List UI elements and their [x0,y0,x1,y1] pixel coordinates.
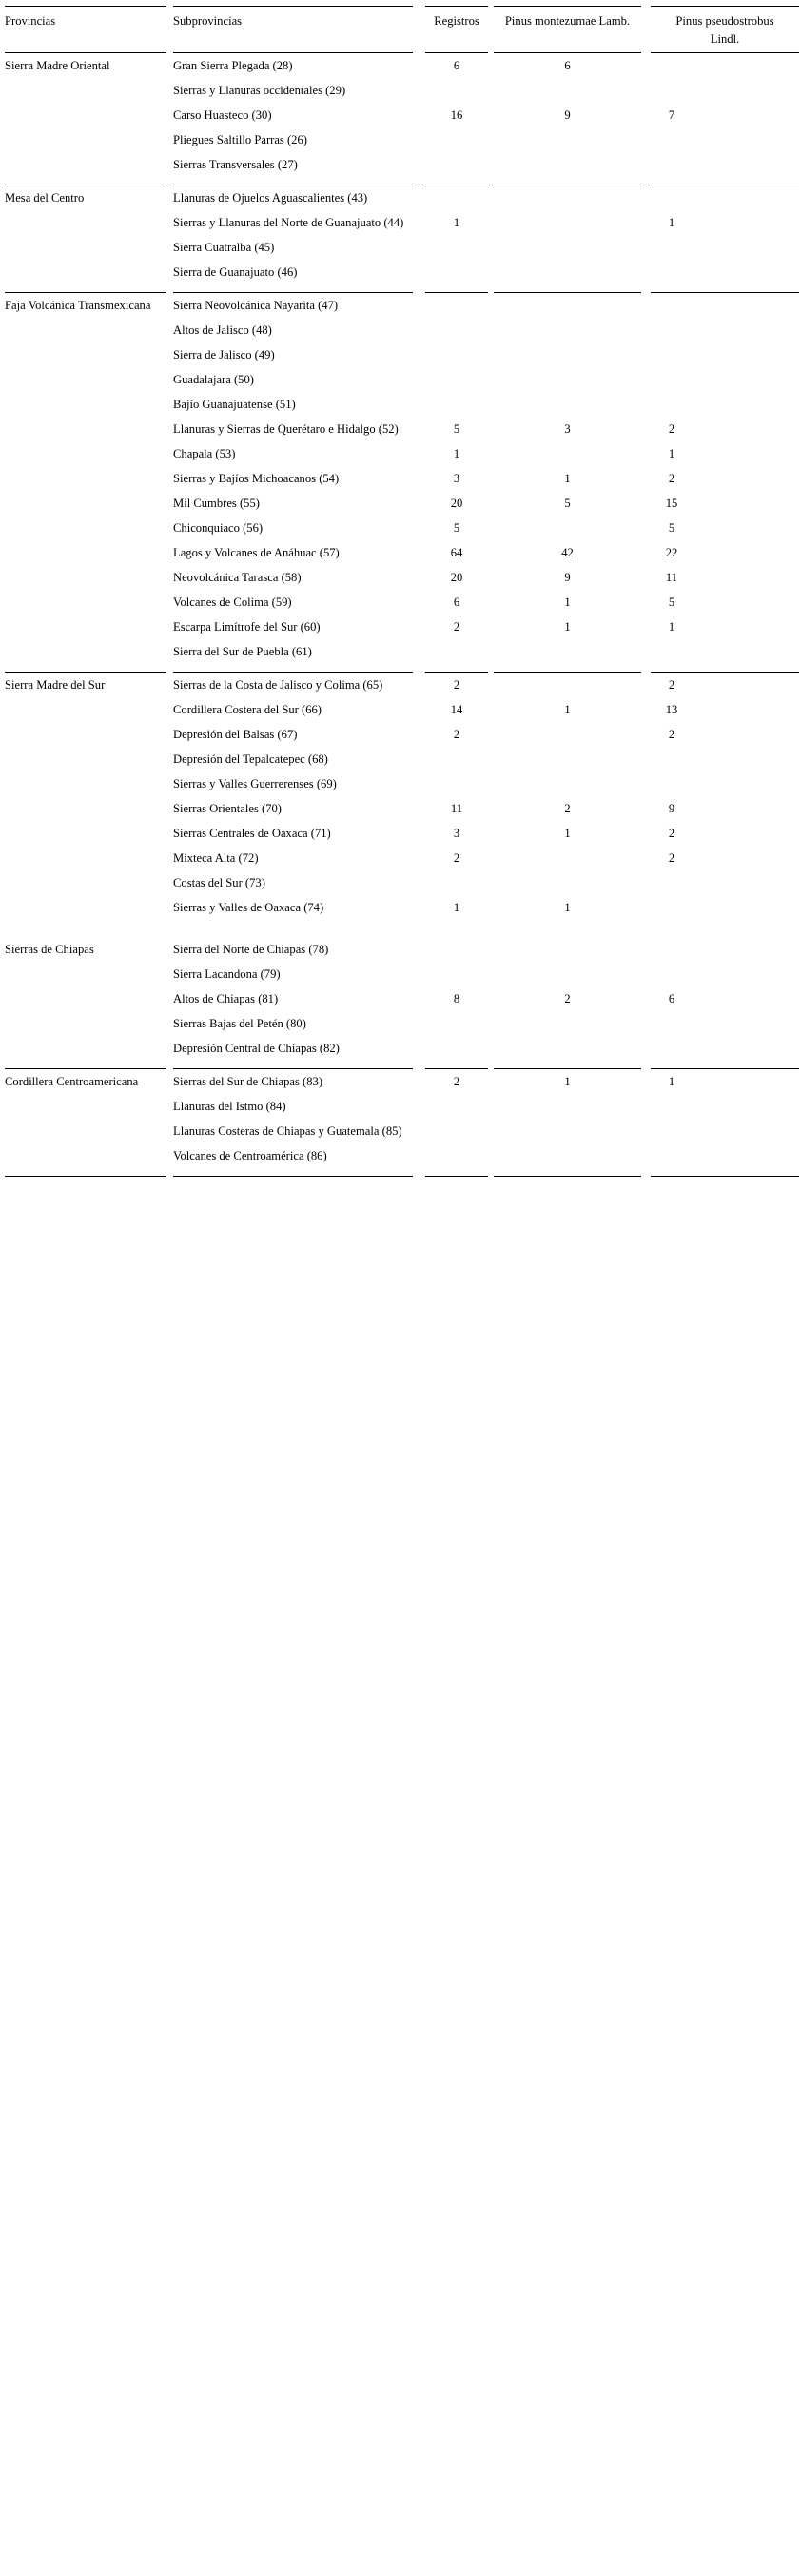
subprovincia-cell: Sierras de la Costa de Jalisco y Colima (65) [173,678,383,693]
pseudostrobus-cell: 2 [668,472,675,486]
table-row [0,987,801,1012]
montezumae-cell: 2 [564,802,571,816]
rule-segment [651,1176,799,1178]
table-row [0,343,801,368]
registros-cell: 8 [453,992,460,1006]
registros-cell: 1 [453,447,460,461]
rule-segment [173,292,413,294]
subprovincia-cell: Llanuras Costeras de Chiapas y Guatemala (85) [173,1124,402,1139]
table-row [0,566,801,591]
pseudostrobus-cell: 11 [665,571,678,585]
table-header-row [0,8,801,52]
column-header-pinus-pseudostrobus: Pinus pseudostrobus Lindl. [675,14,774,46]
registros-cell: 11 [450,802,463,816]
registros-cell: 6 [453,59,460,73]
province-cell: Mesa del Centro [5,191,85,205]
rule-segment [494,292,641,294]
registros-cell: 20 [450,497,463,511]
table-row [0,186,801,211]
column-header-pinus-montezumae: Pinus montezumae Lamb. [504,14,631,28]
rule-segment [494,672,641,673]
subprovincia-cell: Sierras Bajas del Petén (80) [173,1017,306,1031]
subprovincia-cell: Mixteca Alta (72) [173,851,259,866]
subprovincia-cell: Lagos y Volcanes de Anáhuac (57) [173,546,340,560]
rule-segment [425,1068,488,1070]
rule-segment [651,185,799,186]
rule-segment [425,672,488,673]
subprovincia-cell: Llanuras y Sierras de Querétaro e Hidalgo (52) [173,422,399,437]
section-divider-rule [0,292,801,294]
montezumae-cell: 1 [564,827,571,841]
table-row [0,772,801,797]
rule-segment [651,292,799,294]
registros-cell: 16 [450,108,463,123]
subprovincia-cell: Sierras y Valles de Oaxaca (74) [173,901,324,915]
rule-segment [494,185,641,186]
rule-segment [173,185,413,186]
rule-segment [173,6,413,8]
subprovincia-cell: Sierra de Jalisco (49) [173,348,275,362]
subprovincia-cell: Sierra Cuatralba (45) [173,241,275,255]
subprovincia-cell: Altos de Chiapas (81) [173,992,279,1006]
table-row [0,294,801,319]
rule-segment [173,1068,413,1070]
subprovincia-cell: Neovolcánica Tarasca (58) [173,571,302,585]
montezumae-cell: 9 [564,571,571,585]
table-row [0,517,801,541]
rule-segment [5,1176,166,1178]
registros-cell: 14 [450,703,463,717]
registros-cell: 2 [453,1075,460,1089]
section-divider-rule [0,185,801,186]
rule-segment [651,1068,799,1070]
pseudostrobus-cell: 9 [668,802,675,816]
subprovincia-cell: Sierra del Sur de Puebla (61) [173,645,312,659]
table-row [0,896,801,921]
registros-cell: 2 [453,851,460,866]
rule-segment [5,1068,166,1070]
montezumae-cell: 42 [561,546,574,560]
subprovincia-cell: Sierra Neovolcánica Nayarita (47) [173,299,339,313]
column-header-subprovincias: Subprovincias [173,14,243,28]
table-row [0,640,801,665]
rule-segment [5,52,166,54]
subprovincia-cell: Sierras Transversales (27) [173,158,298,172]
pseudostrobus-cell: 15 [665,497,678,511]
table-row [0,128,801,153]
header-bottom-rule [0,52,801,54]
table-row [0,261,801,285]
subprovincia-cell: Mil Cumbres (55) [173,497,260,511]
table-row [0,615,801,640]
table-row [0,797,801,822]
province-cell: Sierra Madre Oriental [5,59,110,73]
montezumae-cell: 3 [564,422,571,437]
subprovincia-cell: Bajío Guanajuatense (51) [173,398,296,412]
montezumae-cell: 1 [564,1075,571,1089]
table-bottom-rule [0,1176,801,1178]
table-row [0,963,801,987]
rule-segment [5,672,166,673]
pseudostrobus-cell: 2 [668,851,675,866]
subprovincia-cell: Sierras y Valles Guerrerenses (69) [173,777,337,791]
table-row [0,847,801,871]
pseudostrobus-cell: 2 [668,728,675,742]
subprovincia-cell: Volcanes de Colima (59) [173,595,292,610]
pseudostrobus-cell: 1 [668,620,675,634]
table-row [0,442,801,467]
rule-segment [425,6,488,8]
rule-segment [425,185,488,186]
registros-cell: 20 [450,571,463,585]
subprovincia-cell: Llanuras del Istmo (84) [173,1100,286,1114]
table-row [0,104,801,128]
subprovincia-cell: Costas del Sur (73) [173,876,265,890]
montezumae-cell: 1 [564,620,571,634]
subprovincia-cell: Depresión del Balsas (67) [173,728,298,742]
table-row [0,1037,801,1062]
table-row [0,938,801,963]
rule-segment [5,185,166,186]
pseudostrobus-cell: 2 [668,422,675,437]
subprovincia-cell: Pliegues Saltillo Parras (26) [173,133,307,147]
rule-segment [5,6,166,8]
subprovincia-cell: Sierras y Bajíos Michoacanos (54) [173,472,340,486]
pseudostrobus-cell: 5 [668,595,675,610]
table-row [0,393,801,418]
registros-cell: 1 [453,901,460,915]
registros-cell: 5 [453,521,460,536]
montezumae-cell: 6 [564,59,571,73]
subprovincia-cell: Sierras Orientales (70) [173,802,283,816]
rule-segment [651,6,799,8]
rule-segment [425,292,488,294]
registros-cell: 64 [450,546,463,560]
subprovincia-cell: Sierras y Llanuras occidentales (29) [173,84,346,98]
table-section [0,294,801,672]
pseudostrobus-cell: 1 [668,1075,675,1089]
subprovincia-cell: Altos de Jalisco (48) [173,323,272,338]
rule-segment [425,1176,488,1178]
subprovincia-cell: Cordillera Costera del Sur (66) [173,703,322,717]
subprovincia-cell: Llanuras de Ojuelos Aguascalientes (43) [173,191,368,205]
pseudostrobus-cell: 1 [668,447,675,461]
montezumae-cell: 5 [564,497,571,511]
table-row [0,368,801,393]
montezumae-cell: 1 [564,901,571,915]
table-row [0,418,801,442]
registros-cell: 2 [453,678,460,693]
montezumae-cell: 1 [564,703,571,717]
table-row [0,748,801,772]
table-row [0,591,801,615]
column-header-provincias: Provincias [5,14,56,28]
table-row [0,541,801,566]
pseudostrobus-cell: 2 [668,827,675,841]
rule-segment [494,52,641,54]
table-row [0,822,801,847]
pseudostrobus-cell: 13 [665,703,678,717]
rule-segment [651,672,799,673]
table-section [0,54,801,185]
subprovincia-cell: Depresión Central de Chiapas (82) [173,1042,340,1056]
province-cell: Sierra Madre del Sur [5,678,106,693]
rule-segment [173,672,413,673]
province-cell: Faja Volcánica Transmexicana [5,299,151,313]
registros-cell: 2 [453,620,460,634]
rule-segment [494,1176,641,1178]
table-row [0,211,801,236]
table-row [0,467,801,492]
table-row [0,153,801,178]
table-row [0,54,801,79]
subprovincia-cell: Sierra de Guanajuato (46) [173,265,298,280]
paper-table [0,0,801,1178]
registros-cell: 1 [453,216,460,230]
registros-cell: 3 [453,827,460,841]
table-section [0,673,801,927]
subprovincia-cell: Sierras y Llanuras del Norte de Guanajuato (44) [173,216,404,230]
table-row [0,698,801,723]
province-cell: Sierras de Chiapas [5,943,94,957]
table-top-rule [0,6,801,8]
registros-cell: 6 [453,595,460,610]
table-row [0,1120,801,1144]
subprovincia-cell: Sierra del Norte de Chiapas (78) [173,943,329,957]
section-divider-rule [0,672,801,673]
table-row [0,1095,801,1120]
table-row [0,492,801,517]
column-header-registros: Registros [434,14,479,28]
pseudostrobus-cell: 5 [668,521,675,536]
rule-segment [425,52,488,54]
rule-segment [494,6,641,8]
subprovincia-cell: Gran Sierra Plegada (28) [173,59,293,73]
rule-segment [5,292,166,294]
table-row [0,319,801,343]
pseudostrobus-cell: 2 [668,678,675,693]
table-section [0,927,801,1068]
montezumae-cell: 2 [564,992,571,1006]
registros-cell: 2 [453,728,460,742]
table-row [0,1070,801,1095]
subprovincia-cell: Depresión del Tepalcatepec (68) [173,752,328,767]
table-row [0,79,801,104]
table-row [0,723,801,748]
section-divider-rule [0,1068,801,1070]
table-section [0,186,801,292]
montezumae-cell: 1 [564,595,571,610]
table-row [0,673,801,698]
registros-cell: 3 [453,472,460,486]
rule-segment [651,52,799,54]
province-cell: Cordillera Centroamericana [5,1075,139,1089]
table-row [0,236,801,261]
table-row [0,1012,801,1037]
rule-segment [494,1068,641,1070]
rule-segment [173,52,413,54]
subprovincia-cell: Sierras del Sur de Chiapas (83) [173,1075,323,1089]
subprovincia-cell: Guadalajara (50) [173,373,254,387]
subprovincia-cell: Carso Huasteco (30) [173,108,272,123]
rule-segment [173,1176,413,1178]
registros-cell: 5 [453,422,460,437]
montezumae-cell: 1 [564,472,571,486]
pseudostrobus-cell: 22 [665,546,678,560]
table-section [0,1070,801,1176]
pseudostrobus-cell: 6 [668,992,675,1006]
montezumae-cell: 9 [564,108,571,123]
table-body [0,54,801,1178]
table-row [0,871,801,896]
subprovincia-cell: Sierra Lacandona (79) [173,967,281,982]
subprovincia-cell: Chiconquiaco (56) [173,521,264,536]
pseudostrobus-cell: 7 [668,108,675,123]
table-row [0,1144,801,1169]
subprovincia-cell: Volcanes de Centroamérica (86) [173,1149,327,1163]
subprovincia-cell: Chapala (53) [173,447,236,461]
subprovincia-cell: Sierras Centrales de Oaxaca (71) [173,827,331,841]
pseudostrobus-cell: 1 [668,216,675,230]
subprovincia-cell: Escarpa Limítrofe del Sur (60) [173,620,321,634]
